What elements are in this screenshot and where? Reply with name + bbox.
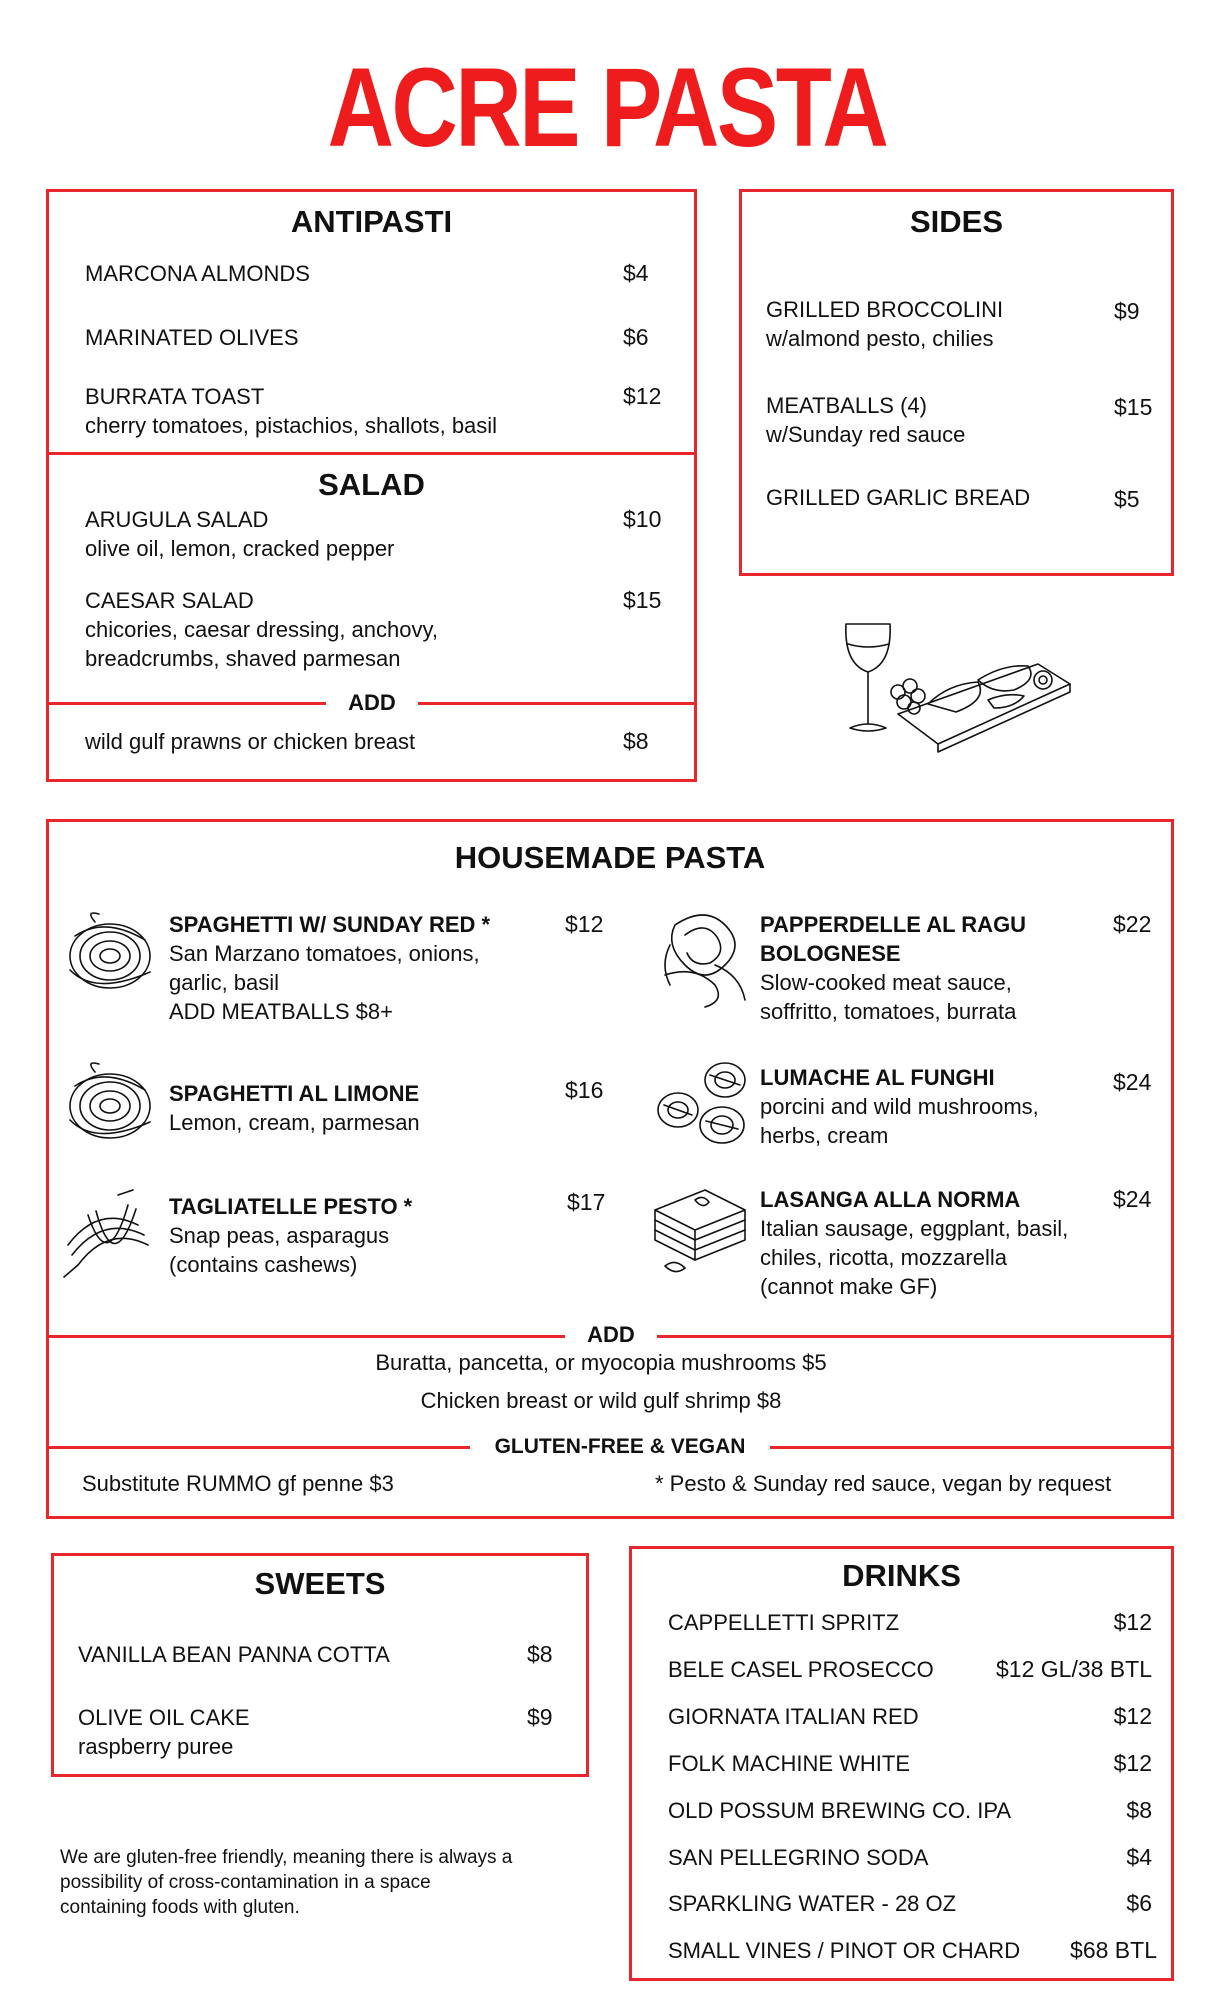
salad-add-label: ADD bbox=[326, 690, 418, 716]
sweets-item-name: VANILLA BEAN PANNA COTTA bbox=[78, 1642, 390, 1667]
pasta-item-price: $24 bbox=[1113, 1069, 1152, 1095]
drinks-item-price: $12 bbox=[1113, 1609, 1152, 1635]
pasta-item-desc: Snap peas, asparagus bbox=[169, 1223, 390, 1248]
pasta-item-price: $12 bbox=[565, 911, 604, 937]
pasta-item-desc: (cannot make GF) bbox=[760, 1274, 938, 1299]
salad-item-price: $10 bbox=[623, 506, 662, 532]
spaghetti-illustration bbox=[55, 910, 165, 1000]
pasta-gf-left: Substitute RUMMO gf penne $3 bbox=[82, 1471, 394, 1496]
antipasti-item-name: BURRATA TOAST bbox=[85, 384, 265, 409]
sides-item-name: MEATBALLS (4) bbox=[766, 393, 927, 418]
sweets-item-desc: raspberry puree bbox=[78, 1734, 234, 1759]
pasta-add-line: Chicken breast or wild gulf shrimp $8 bbox=[420, 1388, 782, 1413]
drinks-item-name: SMALL VINES / PINOT OR CHARD bbox=[668, 1938, 1021, 1963]
drinks-item-name: SAN PELLEGRINO SODA bbox=[668, 1845, 929, 1870]
drinks-item-name: OLD POSSUM BREWING CO. IPA bbox=[668, 1798, 1012, 1823]
salad-item-price: $15 bbox=[623, 587, 662, 613]
gluten-footnote: We are gluten-free friendly, meaning there is always a bbox=[60, 1847, 513, 1868]
salad-item-desc: chicories, caesar dressing, anchovy, bbox=[85, 617, 438, 642]
drinks-heading: DRINKS bbox=[842, 1558, 961, 1593]
sides-box bbox=[739, 189, 1174, 576]
salad-item-desc: breadcrumbs, shaved parmesan bbox=[85, 646, 401, 671]
antipasti-item-price: $12 bbox=[623, 383, 662, 409]
pasta-item-desc: Slow-cooked meat sauce, bbox=[760, 970, 1012, 995]
pasta-item-desc: garlic, basil bbox=[169, 970, 280, 995]
sweets-item-price: $9 bbox=[527, 1704, 553, 1730]
wine-board-illustration bbox=[838, 604, 1078, 754]
pasta-item-name: SPAGHETTI W/ SUNDAY RED * bbox=[169, 912, 491, 937]
drinks-item-price: $4 bbox=[1126, 1844, 1152, 1870]
drinks-item-price: $12 GL/38 BTL bbox=[996, 1656, 1152, 1682]
salad-item-name: ARUGULA SALAD bbox=[85, 507, 269, 532]
sweets-heading: SWEETS bbox=[254, 1566, 386, 1601]
drinks-item-name: GIORNATA ITALIAN RED bbox=[668, 1704, 919, 1729]
gluten-footnote: containing foods with gluten. bbox=[60, 1897, 300, 1918]
lumache-illustration bbox=[650, 1055, 760, 1155]
pappardelle-illustration bbox=[655, 905, 755, 1015]
sides-item-name: GRILLED GARLIC BREAD bbox=[766, 485, 1031, 510]
drinks-item-price: $68 BTL bbox=[1070, 1937, 1157, 1963]
pasta-item-desc: porcini and wild mushrooms, bbox=[760, 1094, 1039, 1119]
pasta-heading: HOUSEMADE PASTA bbox=[454, 840, 766, 875]
sweets-item-name: OLIVE OIL CAKE bbox=[78, 1705, 250, 1730]
pasta-add-line: Buratta, pancetta, or myocopia mushrooms $5 bbox=[375, 1350, 827, 1375]
pasta-item-price: $17 bbox=[567, 1189, 606, 1215]
pasta-item-name: LASANGA ALLA NORMA bbox=[760, 1187, 1021, 1212]
drinks-item-price: $6 bbox=[1126, 1890, 1152, 1916]
sides-item-price: $5 bbox=[1114, 486, 1140, 512]
sides-item-name: GRILLED BROCCOLINI bbox=[766, 297, 1004, 322]
salad-heading: SALAD bbox=[318, 467, 425, 502]
salad-item-name: CAESAR SALAD bbox=[85, 588, 254, 613]
sides-item-price: $15 bbox=[1114, 394, 1153, 420]
pasta-item-price: $16 bbox=[565, 1077, 604, 1103]
sides-item-price: $9 bbox=[1114, 298, 1140, 324]
pasta-item-name: LUMACHE AL FUNGHI bbox=[760, 1065, 995, 1090]
lasagna-illustration bbox=[645, 1180, 755, 1280]
pasta-item-desc: San Marzano tomatoes, onions, bbox=[169, 941, 480, 966]
sides-heading: SIDES bbox=[909, 204, 1004, 239]
pasta-item-name: SPAGHETTI AL LIMONE bbox=[169, 1081, 420, 1106]
pasta-item-name: PAPPERDELLE AL RAGU bbox=[760, 912, 1027, 937]
drinks-item-name: CAPPELLETTI SPRITZ bbox=[668, 1610, 900, 1635]
pasta-add-label: ADD bbox=[565, 1322, 657, 1348]
drinks-item-price: $12 bbox=[1113, 1703, 1152, 1729]
sides-item-desc: w/Sunday red sauce bbox=[766, 422, 966, 447]
antipasti-item-name: MARCONA ALMONDS bbox=[85, 261, 310, 286]
salad-add-price: $8 bbox=[623, 728, 649, 754]
pasta-gf-right: * Pesto & Sunday red sauce, vegan by request bbox=[655, 1471, 1112, 1496]
antipasti-item-price: $6 bbox=[623, 324, 649, 350]
antipasti-salad-divider bbox=[46, 452, 697, 455]
pasta-item-desc: herbs, cream bbox=[760, 1123, 889, 1148]
drinks-item-name: BELE CASEL PROSECCO bbox=[668, 1657, 934, 1682]
gluten-footnote: possibility of cross-contamination in a space bbox=[60, 1872, 431, 1893]
sweets-item-price: $8 bbox=[527, 1641, 553, 1667]
pasta-item-name: BOLOGNESE bbox=[760, 941, 901, 966]
pasta-gf-label: GLUTEN-FREE & VEGAN bbox=[470, 1434, 770, 1460]
restaurant-title: ACRE PASTA bbox=[327, 45, 887, 170]
pasta-item-name: TAGLIATELLE PESTO * bbox=[169, 1194, 413, 1219]
antipasti-heading: ANTIPASTI bbox=[290, 204, 453, 239]
pasta-item-desc: (contains cashews) bbox=[169, 1252, 358, 1277]
tagliatelle-illustration bbox=[58, 1185, 158, 1285]
drinks-item-name: SPARKLING WATER - 28 OZ bbox=[668, 1891, 957, 1916]
pasta-item-desc: chiles, ricotta, mozzarella bbox=[760, 1245, 1007, 1270]
pasta-item-desc: soffritto, tomatoes, burrata bbox=[760, 999, 1017, 1024]
drinks-item-price: $8 bbox=[1126, 1797, 1152, 1823]
antipasti-item-name: MARINATED OLIVES bbox=[85, 325, 299, 350]
pasta-item-desc: Italian sausage, eggplant, basil, bbox=[760, 1216, 1069, 1241]
pasta-item-price: $22 bbox=[1113, 911, 1152, 937]
drinks-item-name: FOLK MACHINE WHITE bbox=[668, 1751, 911, 1776]
antipasti-item-desc: cherry tomatoes, pistachios, shallots, basil bbox=[85, 413, 498, 438]
pasta-item-desc: Lemon, cream, parmesan bbox=[169, 1110, 420, 1135]
salad-add-item: wild gulf prawns or chicken breast bbox=[85, 729, 416, 754]
pasta-item-desc: ADD MEATBALLS $8+ bbox=[169, 999, 393, 1024]
spaghetti-limone-illustration bbox=[55, 1060, 165, 1150]
antipasti-item-price: $4 bbox=[623, 260, 649, 286]
pasta-item-price: $24 bbox=[1113, 1186, 1152, 1212]
salad-item-desc: olive oil, lemon, cracked pepper bbox=[85, 536, 395, 561]
sides-item-desc: w/almond pesto, chilies bbox=[766, 326, 994, 351]
drinks-item-price: $12 bbox=[1113, 1750, 1152, 1776]
